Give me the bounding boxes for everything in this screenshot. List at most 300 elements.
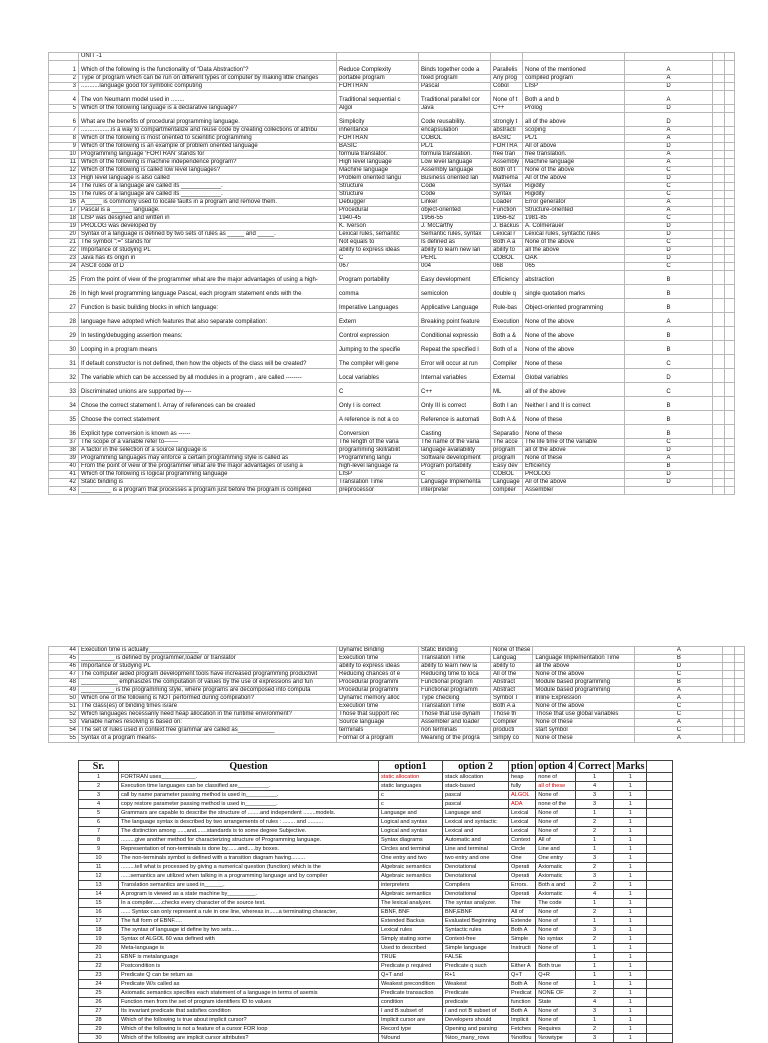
cell-empty[interactable]	[713, 439, 725, 447]
cell-option-a[interactable]: terminals	[337, 727, 419, 735]
cell-option-b[interactable]: Code reusability.	[419, 113, 491, 127]
cell-empty[interactable]	[713, 455, 725, 463]
cell-option-b[interactable]: non terminals	[419, 727, 491, 735]
cell-empty[interactable]	[725, 455, 735, 463]
cell-correct[interactable]: 1	[575, 1016, 613, 1025]
cell-empty[interactable]	[725, 183, 735, 191]
cell-option-a[interactable]: FORTRAN	[337, 83, 419, 91]
cell-empty[interactable]	[723, 663, 735, 671]
cell-question[interactable]: Static binding is	[79, 479, 337, 487]
cell-marks[interactable]: 1	[614, 818, 647, 827]
cell-row-number[interactable]: 4	[49, 91, 79, 105]
cell-option-a[interactable]: ability to express ideas	[337, 663, 419, 671]
cell-option3[interactable]: Predicat	[509, 989, 536, 998]
cell-option-c[interactable]: Symbol T	[491, 695, 533, 703]
cell-empty[interactable]	[735, 655, 745, 663]
cell-question[interactable]: The set of rules used in context free grammar are called as___________	[79, 727, 337, 735]
cell-option-a[interactable]: Problem oriented langu	[337, 175, 419, 183]
cell-answer[interactable]: C	[625, 439, 713, 447]
cell-option-c[interactable]: Assembly	[491, 159, 523, 167]
cell-empty[interactable]	[725, 167, 735, 175]
cell-option-a[interactable]: Machine language	[337, 167, 419, 175]
cell-option-b[interactable]: Java	[419, 105, 491, 113]
cell-option-c[interactable]: FORTRA	[491, 143, 523, 151]
cell-option1[interactable]: Simply stating some	[379, 935, 443, 944]
cell-empty[interactable]	[647, 890, 673, 899]
cell-sr[interactable]: 6	[79, 818, 119, 827]
cell-option-d[interactable]: scoping	[523, 127, 625, 135]
cell-empty[interactable]	[725, 397, 735, 411]
cell-option2[interactable]: Simple language	[443, 944, 509, 953]
cell-row-number[interactable]: 40	[49, 463, 79, 471]
cell-empty[interactable]	[735, 703, 745, 711]
cell-answer[interactable]: D	[635, 663, 723, 671]
cell-correct[interactable]: 3	[575, 854, 613, 863]
cell-option-c[interactable]: Abstract	[491, 687, 533, 695]
cell-answer[interactable]: C	[635, 727, 723, 735]
cell-question[interactable]: Its invariant predicate that satisfies condition	[119, 1007, 379, 1016]
cell-answer[interactable]: A	[625, 207, 713, 215]
cell-option2[interactable]: Evaluated Beginning	[443, 917, 509, 926]
cell-option-b[interactable]: The name of the varia	[419, 439, 491, 447]
cell-option-d[interactable]: PL/1	[523, 135, 625, 143]
cell-question[interactable]: Which of the following is the functionality of “Data Abstraction”?	[79, 61, 337, 75]
cell-row-number[interactable]: 26	[49, 285, 79, 299]
cell-empty[interactable]	[713, 447, 725, 455]
cell-question[interactable]: Which of the following is an example of problem oriented language	[79, 143, 337, 151]
cell-option3[interactable]: function	[509, 998, 536, 1007]
cell-option-c[interactable]: Language	[491, 479, 523, 487]
cell-answer[interactable]: D	[625, 471, 713, 479]
cell-option-b[interactable]: COBOL	[419, 135, 491, 143]
cell-option2[interactable]: Syntactic rules	[443, 926, 509, 935]
cell-empty[interactable]	[647, 836, 673, 845]
cell-option-c[interactable]: ability to	[491, 247, 523, 255]
cell-sr[interactable]: 30	[79, 1034, 119, 1043]
cell-option2[interactable]: I and not B subset of	[443, 1007, 509, 1016]
cell-option2[interactable]: Line and terminal	[443, 845, 509, 854]
cell-option-d[interactable]: 065	[523, 263, 625, 271]
cell-option-b[interactable]: Assembler and loader	[419, 719, 491, 727]
cell-option-d[interactable]: Rigidity	[523, 183, 625, 191]
cell-option-d[interactable]: Structure-oriented	[523, 207, 625, 215]
cell-empty[interactable]	[647, 827, 673, 836]
cell-option2[interactable]: Denotational	[443, 890, 509, 899]
cell-question[interactable]: Which one of the following is NOT performed during compilation?	[79, 695, 337, 703]
cell-option-a[interactable]: Reducing chances of e	[337, 671, 419, 679]
cell-option2[interactable]: Automatic and	[443, 836, 509, 845]
cell-question[interactable]: Execution time languages can be classified are__________.	[119, 782, 379, 791]
cell-empty[interactable]	[647, 917, 673, 926]
cell-empty[interactable]	[647, 1007, 673, 1016]
cell-option-a[interactable]: programming skill/abilit	[337, 447, 419, 455]
cell-question[interactable]: FORTRAN uses___________.	[119, 773, 379, 782]
cell-option-a[interactable]: Procedural programmi	[337, 679, 419, 687]
cell-row-number[interactable]: 2	[49, 75, 79, 83]
cell-option3[interactable]	[509, 953, 536, 962]
cell-correct[interactable]: 2	[575, 1025, 613, 1034]
cell-sr[interactable]: 8	[79, 836, 119, 845]
cell-option3[interactable]: One	[509, 854, 536, 863]
cell-option-d[interactable]: OAK	[523, 255, 625, 263]
cell-answer[interactable]: B	[625, 411, 713, 425]
cell-option3[interactable]: Simple	[509, 935, 536, 944]
cell-option-a[interactable]: The length of the varia	[337, 439, 419, 447]
cell-option-a[interactable]: Source language	[337, 719, 419, 727]
cell-option1[interactable]: One entry and two	[379, 854, 443, 863]
cell-sr[interactable]: 29	[79, 1025, 119, 1034]
cell-question[interactable]: ......semantics are utilized when talking in a programming language and by compiler	[119, 872, 379, 881]
cell-option-c[interactable]: Both of t	[491, 167, 523, 175]
cell-empty[interactable]	[713, 255, 725, 263]
cell-option-d[interactable]: all of the above	[523, 447, 625, 455]
cell-answer[interactable]: A	[625, 159, 713, 167]
cell-empty[interactable]	[725, 105, 735, 113]
cell-row-number[interactable]: 41	[49, 471, 79, 479]
cell-question[interactable]: From the point of view of the programmer what are the major advantages of using a	[79, 463, 337, 471]
cell-option-b[interactable]: 004	[419, 263, 491, 271]
cell-answer[interactable]: C	[625, 383, 713, 397]
cell-row-number[interactable]: 42	[49, 479, 79, 487]
cell-question[interactable]: Representation of non-terminals is done by.......and.....by boxes.	[119, 845, 379, 854]
cell-answer[interactable]: D	[625, 223, 713, 231]
cell-option-b[interactable]: Static Binding	[419, 647, 491, 655]
cell-option-b[interactable]: Applicative Language	[419, 299, 491, 313]
cell-option-b[interactable]: Business oriented lan	[419, 175, 491, 183]
cell-marks[interactable]: 1	[614, 890, 647, 899]
cell-option4[interactable]: None of	[536, 926, 576, 935]
cell-option-b[interactable]: Reducing time to loca	[419, 671, 491, 679]
cell-option1[interactable]: static allocation	[379, 773, 443, 782]
cell-option-c[interactable]: Loader	[491, 199, 523, 207]
cell-answer[interactable]: A	[625, 151, 713, 159]
cell-answer[interactable]: B	[635, 679, 723, 687]
cell-option-c[interactable]: COBOL	[491, 255, 523, 263]
cell-question[interactable]: Type of program which can be run on different types of computer by making little changes	[79, 75, 337, 83]
cell-answer[interactable]: C	[635, 711, 723, 719]
cell-question[interactable]: A program is viewed as a state machine by_________.	[119, 890, 379, 899]
cell-empty[interactable]	[647, 998, 673, 1007]
cell-option4[interactable]: none of	[536, 773, 576, 782]
cell-answer[interactable]: B	[625, 463, 713, 471]
cell-option-d[interactable]: Machine language	[523, 159, 625, 167]
cell-sr[interactable]: 11	[79, 863, 119, 872]
cell-answer[interactable]: A	[635, 719, 723, 727]
cell-option2[interactable]: The syntax analyzer.	[443, 899, 509, 908]
cell-empty[interactable]	[647, 773, 673, 782]
cell-empty[interactable]	[647, 1034, 673, 1043]
cell-option1[interactable]: Extended Backus	[379, 917, 443, 926]
cell-empty[interactable]	[723, 695, 735, 703]
cell-row-number[interactable]: 31	[49, 355, 79, 369]
cell-option-b[interactable]: Pascal	[419, 83, 491, 91]
cell-option-c[interactable]: C++	[491, 105, 523, 113]
cell-option-a[interactable]: BASIC	[337, 143, 419, 151]
cell-empty[interactable]	[725, 199, 735, 207]
cell-option-c[interactable]: External	[491, 369, 523, 383]
cell-option-b[interactable]: Only III is correct	[419, 397, 491, 411]
cell-marks[interactable]: 1	[614, 998, 647, 1007]
cell-option2[interactable]: Denotational	[443, 872, 509, 881]
cell-question[interactable]: Which of the following is called low level languages?	[79, 167, 337, 175]
cell-option-b[interactable]: semicolon	[419, 285, 491, 299]
cell-option3[interactable]: Lexical	[509, 809, 536, 818]
cell-option-b[interactable]: J. McCarthy	[419, 223, 491, 231]
cell-sr[interactable]: 7	[79, 827, 119, 836]
cell-option-b[interactable]: Low level language	[419, 159, 491, 167]
cell-option3[interactable]: Fetches	[509, 1025, 536, 1034]
cell-row-number[interactable]: 27	[49, 299, 79, 313]
cell-empty[interactable]	[723, 735, 735, 743]
cell-marks[interactable]: 1	[614, 782, 647, 791]
cell-option-c[interactable]: Mathema	[491, 175, 523, 183]
cell-empty[interactable]	[647, 899, 673, 908]
cell-marks[interactable]: 1	[614, 1007, 647, 1016]
cell-option3[interactable]: All of	[509, 908, 536, 917]
cell-option-d[interactable]: Prolog	[523, 105, 625, 113]
cell-empty[interactable]	[713, 271, 725, 285]
cell-empty[interactable]	[713, 183, 725, 191]
cell-empty[interactable]	[735, 719, 745, 727]
cell-option-c[interactable]: Rule-bas	[491, 299, 523, 313]
cell-row-number[interactable]: 37	[49, 439, 79, 447]
cell-option2[interactable]: two entry and one	[443, 854, 509, 863]
cell-empty[interactable]	[725, 355, 735, 369]
cell-question[interactable]: Syntax of ALGOL 60 was defined with	[119, 935, 379, 944]
cell-option1[interactable]: Weakest precondition	[379, 980, 443, 989]
cell-option4[interactable]: None of	[536, 827, 576, 836]
cell-row-number[interactable]: 53	[49, 719, 79, 727]
cell-option-d[interactable]: Module based programming	[533, 687, 635, 695]
cell-option-c[interactable]: program	[491, 447, 523, 455]
cell-option-c[interactable]: Syntax	[491, 183, 523, 191]
cell-correct[interactable]: 1	[575, 845, 613, 854]
cell-option4[interactable]: None of	[536, 980, 576, 989]
cell-option-d[interactable]: None of these	[523, 425, 625, 439]
cell-empty[interactable]	[725, 159, 735, 167]
cell-option4[interactable]: None of	[536, 944, 576, 953]
cell-option4[interactable]	[536, 953, 576, 962]
cell-answer[interactable]: D	[625, 83, 713, 91]
cell-empty[interactable]	[713, 411, 725, 425]
cell-row-number[interactable]: 33	[49, 383, 79, 397]
cell-option4[interactable]: none of the	[536, 800, 576, 809]
cell-correct[interactable]: 1	[575, 953, 613, 962]
cell-question[interactable]: The full form of EBNF.....	[119, 917, 379, 926]
cell-question[interactable]: A_____ is commonly used to locate faults in a program and remove them.	[79, 199, 337, 207]
cell-empty[interactable]	[723, 687, 735, 695]
cell-option-b[interactable]: Reference is automati	[419, 411, 491, 425]
cell-sr[interactable]: 3	[79, 791, 119, 800]
cell-correct[interactable]: 1	[575, 971, 613, 980]
cell-empty[interactable]	[713, 143, 725, 151]
cell-option-b[interactable]: Code	[419, 191, 491, 199]
cell-option-a[interactable]: portable program	[337, 75, 419, 83]
cell-option-d[interactable]: Neither I and II is correct	[523, 397, 625, 411]
cell-option-c[interactable]: 068	[491, 263, 523, 271]
cell-row-number[interactable]: 46	[49, 663, 79, 671]
cell-empty[interactable]	[647, 935, 673, 944]
cell-option1[interactable]: Algebraic semantics	[379, 890, 443, 899]
cell-row-number[interactable]: 1	[49, 61, 79, 75]
cell-question[interactable]: ___________ emphasizes the computation of values by the use of expressions and fun	[79, 679, 337, 687]
cell-option-b[interactable]: Meaning of the progra	[419, 735, 491, 743]
cell-empty[interactable]	[735, 671, 745, 679]
cell-answer[interactable]: A	[625, 313, 713, 327]
cell-question[interactable]: If default constructor is not defined, then how the objects of the class will be created?	[79, 355, 337, 369]
cell-option-b[interactable]: fixed program	[419, 75, 491, 83]
cell-question[interactable]: _________ is a program that processes a program just before the program is compiled	[79, 487, 337, 495]
cell-answer[interactable]: C	[625, 215, 713, 223]
cell-correct[interactable]: 3	[575, 1034, 613, 1043]
cell-marks[interactable]: 1	[614, 854, 647, 863]
cell-option4[interactable]: None of	[536, 917, 576, 926]
cell-option-d[interactable]: None of the above	[523, 313, 625, 327]
cell-question[interactable]: Choose the correct statement	[79, 411, 337, 425]
cell-correct[interactable]: 2	[575, 935, 613, 944]
cell-sr[interactable]: 13	[79, 881, 119, 890]
cell-answer[interactable]: B	[625, 397, 713, 411]
cell-option-d[interactable]: None of the above	[523, 239, 625, 247]
cell-marks[interactable]: 1	[614, 908, 647, 917]
cell-option-c[interactable]: 1956-62	[491, 215, 523, 223]
cell-option3[interactable]: Context	[509, 836, 536, 845]
cell-question[interactable]: Programming languages may enforce a certain programming style is called as	[79, 455, 337, 463]
cell-empty[interactable]	[713, 167, 725, 175]
cell-marks[interactable]: 1	[614, 845, 647, 854]
cell-correct[interactable]: 1	[575, 773, 613, 782]
cell-empty[interactable]	[735, 679, 745, 687]
cell-option-a[interactable]: Only I is correct	[337, 397, 419, 411]
cell-question[interactable]: Which of the following is logical programming language	[79, 471, 337, 479]
cell-option3[interactable]: Both A	[509, 1007, 536, 1016]
cell-option3[interactable]: fully	[509, 782, 536, 791]
cell-option-a[interactable]: Program portability	[337, 271, 419, 285]
cell-question[interactable]: ..................is a way to compartmentalize and reuse code by creating collections of attribu	[79, 127, 337, 135]
cell-empty[interactable]	[725, 327, 735, 341]
cell-row-number[interactable]: 34	[49, 397, 79, 411]
cell-empty[interactable]	[723, 679, 735, 687]
cell-option-a[interactable]: Algol	[337, 105, 419, 113]
cell-option2[interactable]: stack-based	[443, 782, 509, 791]
cell-empty[interactable]	[647, 854, 673, 863]
cell-sr[interactable]: 10	[79, 854, 119, 863]
cell-option-a[interactable]: FORTRAN	[337, 135, 419, 143]
cell-empty[interactable]	[725, 471, 735, 479]
cell-question[interactable]: Postcondition is	[119, 962, 379, 971]
cell-empty[interactable]	[723, 671, 735, 679]
cell-option1[interactable]: c	[379, 791, 443, 800]
cell-option-b[interactable]: PL/1	[419, 143, 491, 151]
cell-option3[interactable]: heap	[509, 773, 536, 782]
cell-question[interactable]: Which of the following is most oriented to scientific programming	[79, 135, 337, 143]
cell-empty[interactable]	[725, 411, 735, 425]
cell-option-b[interactable]: encapsulation	[419, 127, 491, 135]
cell-question[interactable]: In a compiler......checks every character of the source text.	[119, 899, 379, 908]
cell-question[interactable]: The syntax of language id define by two sets.....	[119, 926, 379, 935]
cell-empty[interactable]	[723, 727, 735, 735]
cell-marks[interactable]: 1	[614, 800, 647, 809]
cell-option3[interactable]: ALGOL	[509, 791, 536, 800]
cell-option-a[interactable]: K. Iverson	[337, 223, 419, 231]
cell-answer[interactable]: A	[625, 455, 713, 463]
cell-option4[interactable]: The code	[536, 899, 576, 908]
cell-marks[interactable]: 1	[614, 791, 647, 800]
cell-empty[interactable]	[725, 255, 735, 263]
cell-option-a[interactable]: inheritance	[337, 127, 419, 135]
cell-option-c[interactable]: All of the	[491, 671, 533, 679]
cell-answer[interactable]: A	[625, 135, 713, 143]
cell-marks[interactable]: 1	[614, 809, 647, 818]
cell-option1[interactable]: EBNF, BNF	[379, 908, 443, 917]
cell-option-c[interactable]: Both I an	[491, 397, 523, 411]
cell-option-b[interactable]: Casting	[419, 425, 491, 439]
cell-option-c[interactable]: Both A a	[491, 703, 533, 711]
cell-marks[interactable]: 1	[614, 917, 647, 926]
cell-answer[interactable]	[625, 487, 713, 495]
cell-option-c[interactable]: ability to	[491, 663, 533, 671]
cell-empty[interactable]	[647, 809, 673, 818]
cell-option3[interactable]: Lexical	[509, 818, 536, 827]
cell-option1[interactable]: Lexical rules	[379, 926, 443, 935]
cell-option-a[interactable]: 067	[337, 263, 419, 271]
cell-empty[interactable]	[725, 285, 735, 299]
cell-empty[interactable]	[725, 61, 735, 75]
cell-answer[interactable]: C	[625, 263, 713, 271]
cell-option3[interactable]: Both A	[509, 980, 536, 989]
cell-option3[interactable]: Operati	[509, 872, 536, 881]
cell-sr[interactable]: 20	[79, 944, 119, 953]
cell-option-c[interactable]: ML	[491, 383, 523, 397]
cell-option4[interactable]: None of	[536, 809, 576, 818]
cell-sr[interactable]: 14	[79, 890, 119, 899]
cell-correct[interactable]: 1	[575, 980, 613, 989]
cell-empty[interactable]	[647, 980, 673, 989]
cell-option1[interactable]: Record type	[379, 1025, 443, 1034]
cell-option4[interactable]: State	[536, 998, 576, 1007]
cell-question[interactable]: The class(es) of binding times is/are	[79, 703, 337, 711]
cell-empty[interactable]	[713, 239, 725, 247]
cell-option1[interactable]: condition	[379, 998, 443, 1007]
cell-correct[interactable]: 2	[575, 989, 613, 998]
cell-empty[interactable]	[725, 151, 735, 159]
cell-option-b[interactable]: C++	[419, 383, 491, 397]
cell-question[interactable]: Function is basic building blocks in which language:	[79, 299, 337, 313]
cell-empty[interactable]	[735, 727, 745, 735]
cell-answer[interactable]: D	[625, 447, 713, 455]
cell-question[interactable]: Grammars are capable to describe the structure of ........and independent ........models.	[119, 809, 379, 818]
cell-answer[interactable]: D	[625, 255, 713, 263]
cell-row-number[interactable]: 5	[49, 105, 79, 113]
cell-option3[interactable]: Both A	[509, 926, 536, 935]
cell-option2[interactable]: Lexical and syntactic	[443, 818, 509, 827]
cell-empty[interactable]	[725, 369, 735, 383]
cell-empty[interactable]	[713, 113, 725, 127]
cell-question[interactable]: In high level programming language Pascal, each program statement ends with the	[79, 285, 337, 299]
cell-option2[interactable]: Predicate q such	[443, 962, 509, 971]
cell-option-a[interactable]: Simplicity	[337, 113, 419, 127]
cell-empty[interactable]	[723, 647, 735, 655]
cell-option-d[interactable]: 1981-85	[523, 215, 625, 223]
cell-option-c[interactable]: Execution	[491, 313, 523, 327]
cell-question[interactable]: The scope of a variable refer to-------	[79, 439, 337, 447]
cell-option1[interactable]: Syntax diagrams	[379, 836, 443, 845]
cell-row-number[interactable]: 20	[49, 231, 79, 239]
cell-question[interactable]: ...... Syntax can only represent a rule in one line, whereas in......a terminating character,	[119, 908, 379, 917]
cell-question[interactable]: The computer aided program development tools have increased programming productivit	[79, 671, 337, 679]
cell-empty[interactable]	[725, 247, 735, 255]
cell-option1[interactable]: static languages	[379, 782, 443, 791]
